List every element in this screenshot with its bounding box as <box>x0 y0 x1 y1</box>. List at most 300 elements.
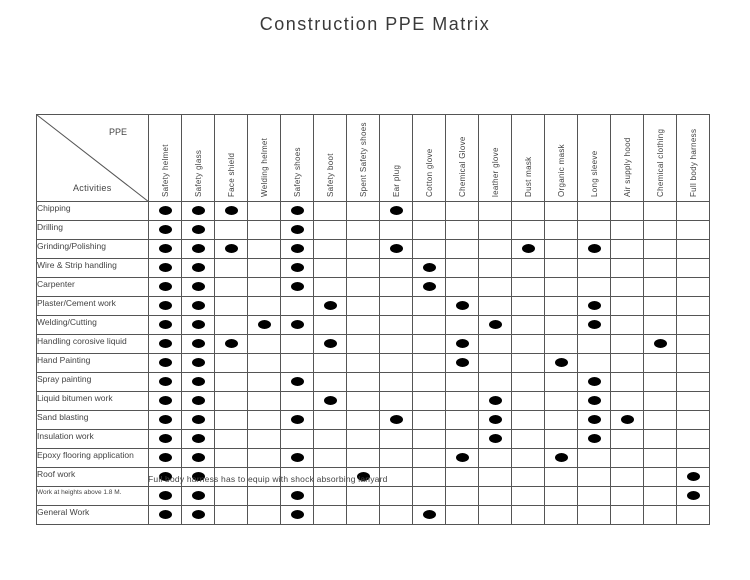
matrix-cell <box>149 221 182 240</box>
required-dot-icon <box>291 453 304 462</box>
matrix-cell <box>677 316 710 335</box>
matrix-cell <box>479 354 512 373</box>
matrix-cell <box>182 392 215 411</box>
table-row <box>37 278 710 297</box>
matrix-cell <box>512 411 545 430</box>
required-dot-icon <box>291 244 304 253</box>
required-dot-icon <box>192 396 205 405</box>
matrix-cell <box>281 449 314 468</box>
matrix-cell <box>545 506 578 525</box>
activity-label: Liquid bitumen work <box>37 392 149 411</box>
matrix-cell <box>446 221 479 240</box>
ppe-column-header <box>644 115 677 202</box>
matrix-cell <box>611 392 644 411</box>
matrix-cell <box>512 278 545 297</box>
matrix-cell <box>578 221 611 240</box>
table-row <box>37 259 710 278</box>
matrix-cell <box>413 373 446 392</box>
ppe-column-label: Safety shoes <box>293 147 302 197</box>
table-row <box>37 335 710 354</box>
matrix-cell <box>149 373 182 392</box>
matrix-cell <box>644 259 677 278</box>
required-dot-icon <box>489 434 502 443</box>
table-row <box>37 449 710 468</box>
matrix-cell <box>248 202 281 221</box>
required-dot-icon <box>159 396 172 405</box>
required-dot-icon <box>159 377 172 386</box>
matrix-cell <box>149 506 182 525</box>
page-title: Construction PPE Matrix <box>259 14 491 34</box>
matrix-cell <box>281 373 314 392</box>
matrix-cell <box>248 278 281 297</box>
matrix-cell <box>149 297 182 316</box>
matrix-cell <box>413 468 446 487</box>
ppe-column-label: Face shield <box>227 152 236 197</box>
required-dot-icon <box>390 206 403 215</box>
matrix-cell <box>677 240 710 259</box>
matrix-cell <box>215 354 248 373</box>
matrix-cell <box>215 487 248 506</box>
required-dot-icon <box>159 510 172 519</box>
matrix-cell <box>347 373 380 392</box>
matrix-cell <box>380 202 413 221</box>
matrix-cell <box>545 259 578 278</box>
table-row <box>37 373 710 392</box>
matrix-cell <box>545 202 578 221</box>
required-dot-icon <box>225 244 238 253</box>
matrix-cell <box>149 316 182 335</box>
matrix-cell <box>677 202 710 221</box>
required-dot-icon <box>192 453 205 462</box>
matrix-cell <box>479 487 512 506</box>
matrix-cell <box>380 411 413 430</box>
matrix-cell <box>215 278 248 297</box>
matrix-cell <box>545 468 578 487</box>
matrix-cell <box>644 449 677 468</box>
matrix-cell <box>611 202 644 221</box>
matrix-cell <box>215 449 248 468</box>
matrix-cell <box>611 297 644 316</box>
matrix-cell <box>644 506 677 525</box>
matrix-cell <box>578 316 611 335</box>
matrix-cell <box>248 449 281 468</box>
matrix-cell <box>149 202 182 221</box>
matrix-cell <box>215 202 248 221</box>
required-dot-icon <box>456 358 469 367</box>
matrix-cell <box>578 487 611 506</box>
matrix-cell <box>380 506 413 525</box>
required-dot-icon <box>423 510 436 519</box>
activity-label: Plaster/Cement work <box>37 297 149 316</box>
matrix-cell <box>578 297 611 316</box>
matrix-cell <box>677 354 710 373</box>
required-dot-icon <box>159 263 172 272</box>
required-dot-icon <box>192 244 205 253</box>
matrix-cell <box>479 468 512 487</box>
corner-header-cell <box>37 115 149 202</box>
matrix-cell <box>578 506 611 525</box>
activity-label: Drilling <box>37 221 149 240</box>
required-dot-icon <box>159 282 172 291</box>
required-dot-icon <box>489 415 502 424</box>
matrix-cell <box>578 240 611 259</box>
matrix-cell <box>248 240 281 259</box>
matrix-cell <box>512 335 545 354</box>
matrix-cell <box>644 373 677 392</box>
matrix-cell <box>479 221 512 240</box>
required-dot-icon <box>687 491 700 500</box>
matrix-cell <box>644 240 677 259</box>
matrix-cell <box>578 354 611 373</box>
matrix-cell <box>314 411 347 430</box>
matrix-cell <box>380 430 413 449</box>
matrix-cell <box>578 392 611 411</box>
matrix-cell <box>644 221 677 240</box>
matrix-cell <box>413 240 446 259</box>
matrix-cell <box>182 373 215 392</box>
matrix-cell <box>347 354 380 373</box>
required-dot-icon <box>324 301 337 310</box>
matrix-cell <box>512 468 545 487</box>
matrix-cell <box>182 297 215 316</box>
matrix-cell <box>578 449 611 468</box>
required-dot-icon <box>291 263 304 272</box>
matrix-cell <box>182 316 215 335</box>
activity-label: General Work <box>37 506 149 525</box>
matrix-cell <box>512 449 545 468</box>
matrix-cell <box>281 506 314 525</box>
matrix-cell <box>215 335 248 354</box>
matrix-cell <box>314 240 347 259</box>
matrix-cell <box>380 221 413 240</box>
matrix-cell <box>314 335 347 354</box>
required-dot-icon <box>192 377 205 386</box>
matrix-cell <box>446 411 479 430</box>
matrix-cell <box>149 411 182 430</box>
required-dot-icon <box>324 396 337 405</box>
matrix-cell <box>578 468 611 487</box>
ppe-column-header <box>479 115 512 202</box>
required-dot-icon <box>588 396 601 405</box>
matrix-cell <box>413 316 446 335</box>
matrix-cell <box>413 335 446 354</box>
matrix-cell <box>644 335 677 354</box>
matrix-cell <box>578 411 611 430</box>
matrix-cell <box>149 335 182 354</box>
matrix-cell <box>281 392 314 411</box>
matrix-cell <box>578 278 611 297</box>
ppe-column-label: Long sleeve <box>590 150 599 197</box>
matrix-cell <box>446 449 479 468</box>
required-dot-icon <box>555 358 568 367</box>
matrix-cell <box>479 297 512 316</box>
matrix-cell <box>413 202 446 221</box>
matrix-cell <box>314 221 347 240</box>
matrix-cell <box>578 259 611 278</box>
matrix-cell <box>446 468 479 487</box>
matrix-cell <box>512 297 545 316</box>
required-dot-icon <box>159 320 172 329</box>
table-row <box>37 240 710 259</box>
matrix-cell <box>677 259 710 278</box>
matrix-cell <box>380 335 413 354</box>
required-dot-icon <box>291 415 304 424</box>
matrix-cell <box>512 259 545 278</box>
matrix-cell <box>347 297 380 316</box>
required-dot-icon <box>456 301 469 310</box>
matrix-cell <box>413 392 446 411</box>
matrix-cell <box>545 449 578 468</box>
matrix-cell <box>380 297 413 316</box>
required-dot-icon <box>159 301 172 310</box>
matrix-cell <box>281 221 314 240</box>
matrix-cell <box>611 278 644 297</box>
footnote: Full body harness has to equip with shock absorbing lanyard <box>148 474 388 484</box>
matrix-cell <box>611 335 644 354</box>
matrix-cell <box>644 468 677 487</box>
ppe-axis-label: PPE <box>109 127 128 137</box>
activity-label: Wire & Strip handling <box>37 259 149 278</box>
ppe-column-label: Spent Safety shoes <box>359 122 368 197</box>
header-row <box>37 115 710 202</box>
required-dot-icon <box>390 244 403 253</box>
table-row <box>37 506 710 525</box>
matrix-cell <box>545 316 578 335</box>
matrix-cell <box>281 240 314 259</box>
matrix-cell <box>611 449 644 468</box>
activity-label: Roof work <box>37 468 149 487</box>
matrix-cell <box>413 449 446 468</box>
matrix-cell <box>413 297 446 316</box>
ppe-column-label: Full body harness <box>689 128 698 197</box>
matrix-cell <box>479 392 512 411</box>
matrix-cell <box>446 259 479 278</box>
matrix-cell <box>380 259 413 278</box>
matrix-cell <box>644 278 677 297</box>
required-dot-icon <box>225 206 238 215</box>
matrix-cell <box>380 240 413 259</box>
matrix-cell <box>314 297 347 316</box>
matrix-cell <box>314 354 347 373</box>
ppe-column-label: Welding helmet <box>260 137 269 197</box>
ppe-column-label: Safety boot <box>326 153 335 197</box>
matrix-cell <box>677 392 710 411</box>
required-dot-icon <box>192 282 205 291</box>
required-dot-icon <box>291 206 304 215</box>
ppe-column-header <box>281 115 314 202</box>
matrix-cell <box>149 259 182 278</box>
matrix-cell <box>545 240 578 259</box>
matrix-cell <box>149 449 182 468</box>
activity-label: Handling corosive liquid <box>37 335 149 354</box>
matrix-cell <box>446 297 479 316</box>
matrix-cell <box>446 278 479 297</box>
required-dot-icon <box>324 339 337 348</box>
matrix-cell <box>677 506 710 525</box>
matrix-cell <box>413 278 446 297</box>
matrix-cell <box>677 297 710 316</box>
required-dot-icon <box>159 206 172 215</box>
ppe-column-header <box>215 115 248 202</box>
required-dot-icon <box>291 377 304 386</box>
ppe-column-label: Ear plug <box>392 164 401 197</box>
matrix-cell <box>215 297 248 316</box>
required-dot-icon <box>588 434 601 443</box>
matrix-cell <box>347 411 380 430</box>
matrix-cell <box>677 449 710 468</box>
required-dot-icon <box>192 339 205 348</box>
matrix-cell <box>347 392 380 411</box>
required-dot-icon <box>192 510 205 519</box>
table-row <box>37 411 710 430</box>
matrix-cell <box>611 221 644 240</box>
required-dot-icon <box>423 263 436 272</box>
matrix-cell <box>578 373 611 392</box>
matrix-cell <box>182 354 215 373</box>
matrix-cell <box>677 373 710 392</box>
matrix-cell <box>677 487 710 506</box>
matrix-cell <box>281 354 314 373</box>
matrix-cell <box>248 335 281 354</box>
matrix-cell <box>182 259 215 278</box>
required-dot-icon <box>489 320 502 329</box>
matrix-cell <box>545 392 578 411</box>
ppe-column-label: Safety glass <box>194 149 203 197</box>
activity-label: Carpenter <box>37 278 149 297</box>
matrix-cell <box>512 316 545 335</box>
matrix-cell <box>611 259 644 278</box>
required-dot-icon <box>522 244 535 253</box>
matrix-cell <box>182 240 215 259</box>
ppe-column-label: Cotton glove <box>425 148 434 197</box>
activity-label: Work at heights above 1.8 M. <box>37 487 149 506</box>
ppe-column-label: Organic mask <box>557 144 566 197</box>
matrix-cell <box>281 278 314 297</box>
matrix-cell <box>479 202 512 221</box>
matrix-cell <box>149 392 182 411</box>
required-dot-icon <box>423 282 436 291</box>
ppe-column-label: Chemical Glove <box>458 136 467 197</box>
table-row <box>37 354 710 373</box>
ppe-column-header <box>248 115 281 202</box>
activity-label: Spray painting <box>37 373 149 392</box>
matrix-cell <box>347 449 380 468</box>
matrix-cell <box>644 430 677 449</box>
required-dot-icon <box>159 491 172 500</box>
required-dot-icon <box>291 282 304 291</box>
activity-label: Hand Painting <box>37 354 149 373</box>
matrix-cell <box>479 278 512 297</box>
activity-label: Insulation work <box>37 430 149 449</box>
required-dot-icon <box>654 339 667 348</box>
matrix-cell <box>215 506 248 525</box>
matrix-cell <box>644 297 677 316</box>
required-dot-icon <box>621 415 634 424</box>
required-dot-icon <box>588 320 601 329</box>
required-dot-icon <box>225 339 238 348</box>
matrix-cell <box>512 392 545 411</box>
matrix-cell <box>611 430 644 449</box>
matrix-cell <box>182 411 215 430</box>
matrix-cell <box>677 411 710 430</box>
required-dot-icon <box>456 453 469 462</box>
matrix-cell <box>545 430 578 449</box>
table-row <box>37 221 710 240</box>
ppe-column-header <box>182 115 215 202</box>
matrix-cell <box>314 278 347 297</box>
matrix-cell <box>512 430 545 449</box>
matrix-cell <box>248 316 281 335</box>
required-dot-icon <box>456 339 469 348</box>
matrix-cell <box>446 354 479 373</box>
activity-label: Welding/Cutting <box>37 316 149 335</box>
matrix-cell <box>446 392 479 411</box>
required-dot-icon <box>192 263 205 272</box>
matrix-cell <box>314 430 347 449</box>
required-dot-icon <box>159 358 172 367</box>
ppe-column-header <box>446 115 479 202</box>
required-dot-icon <box>192 415 205 424</box>
matrix-cell <box>215 240 248 259</box>
matrix-cell <box>314 259 347 278</box>
matrix-cell <box>347 506 380 525</box>
matrix-cell <box>182 202 215 221</box>
matrix-cell <box>347 316 380 335</box>
matrix-cell <box>512 506 545 525</box>
matrix-cell <box>281 202 314 221</box>
matrix-cell <box>248 487 281 506</box>
matrix-cell <box>446 373 479 392</box>
matrix-cell <box>248 430 281 449</box>
matrix-cell <box>446 430 479 449</box>
matrix-cell <box>611 240 644 259</box>
ppe-column-header <box>611 115 644 202</box>
matrix-cell <box>446 202 479 221</box>
ppe-column-header <box>677 115 710 202</box>
matrix-cell <box>149 240 182 259</box>
table-row <box>37 430 710 449</box>
required-dot-icon <box>291 320 304 329</box>
matrix-cell <box>611 316 644 335</box>
matrix-cell <box>644 411 677 430</box>
required-dot-icon <box>159 339 172 348</box>
matrix-cell <box>413 487 446 506</box>
required-dot-icon <box>390 415 403 424</box>
matrix-cell <box>182 335 215 354</box>
ppe-column-header <box>314 115 347 202</box>
matrix-cell <box>446 487 479 506</box>
matrix-cell <box>281 316 314 335</box>
matrix-cell <box>347 278 380 297</box>
required-dot-icon <box>159 453 172 462</box>
matrix-cell <box>512 240 545 259</box>
matrix-cell <box>281 487 314 506</box>
required-dot-icon <box>192 434 205 443</box>
matrix-cell <box>380 392 413 411</box>
matrix-cell <box>380 278 413 297</box>
matrix-cell <box>644 316 677 335</box>
ppe-column-label: Safety helmet <box>161 144 170 197</box>
matrix-cell <box>281 430 314 449</box>
matrix-cell <box>446 335 479 354</box>
table-row <box>37 392 710 411</box>
required-dot-icon <box>159 244 172 253</box>
required-dot-icon <box>192 358 205 367</box>
required-dot-icon <box>291 491 304 500</box>
matrix-cell <box>677 335 710 354</box>
required-dot-icon <box>588 244 601 253</box>
matrix-cell <box>644 487 677 506</box>
